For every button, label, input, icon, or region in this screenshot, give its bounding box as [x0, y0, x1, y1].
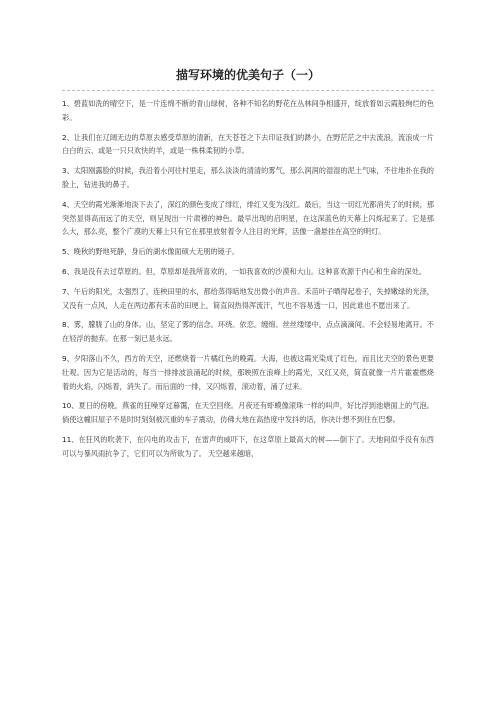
- paragraph-text: 太阳刚露脸的时候，我沿着小河往村里走，那么淡淡的清清的雾气，那么润润的湿湿的泥土气味，不住地扑在我的脸上，钻进我的鼻子。: [62, 166, 434, 189]
- paragraph-number: 6、: [62, 266, 74, 276]
- paragraph-number: 11、: [62, 434, 79, 444]
- paragraph-number: 9、: [62, 353, 74, 363]
- paragraph-number: 2、: [62, 132, 74, 142]
- paragraph-number: 1、: [62, 99, 74, 108]
- paragraph: [62, 433, 434, 461]
- paragraph: [62, 164, 434, 192]
- paragraph: [62, 97, 434, 125]
- paragraph: [62, 352, 434, 393]
- paragraph-number: 3、: [62, 166, 74, 176]
- paragraph-number: 10、: [62, 401, 79, 411]
- paragraph-text: 碧蓝如洗的晴空下，是一片连绵不断的青山绿树，各种不知名的野花在丛林间争相盛开，绽放着如云霞般绚烂的色彩。: [62, 99, 434, 122]
- paragraph-text: 我是没有去过草原的。但，草原却是我所喜欢的，一如我喜欢的沙漠和大山。这种喜欢源于内心和生命的深处。: [73, 266, 426, 276]
- paragraph-text: 夏日的傍晚，燕雀的狂噪穿过暮霭，在天空回绕。月夜还有虾蟆像滚珠一样的叫声，好比浮到池塘面上的气泡。倘使这幢旧屋子不是时时刻刻被沉重的车子震动，仿佛大地在高热度中发抖的话，你决计想不到住在巴黎。: [62, 401, 434, 425]
- paragraph-text: 天空的霞光渐渐地淡下去了，深红的颜色变成了绯红，绯红又变为浅红。最后，当这一切红光都消失了的时候，那突然显得高而远了的天空，则呈现出一片肃穆的神色。最早出现的启明星，在这深蓝色的天幕上闪烁起来了。它是那么大，那么亮，整个广漠的天幕上只有它在那里放射着令人注目的光辉，活像一盏悬挂在高空的明灯。: [62, 199, 434, 237]
- document-body: [62, 97, 434, 467]
- paragraph-number: 7、: [62, 286, 74, 296]
- paragraph: [62, 131, 434, 159]
- paragraph: [62, 318, 434, 346]
- paragraph-text: 午后的阳光，太强烈了，连秧田里的水，都给蒸得暗地发出微小的声音。禾苗叶子晒得起卷子，失掉嫩绿的光泽，又没有一点风，人走在两边都有禾苗的田埂上，简直闷热得浑流汗，气也不容易透一口，因此谁也不愿出来了。: [62, 286, 434, 310]
- paragraph-text: 晚秋的野地死静，身后的湖水像面硕大无朋的镜子。: [73, 247, 240, 257]
- paragraph-text: 在狂风的吹袭下，在闪电的攻击下，在雷声的威吓下，在这草原上最高大的树——倒下了。天地间似乎没有东西可以与暴风雨抗争了，它们可以为所欲为了。 天空越来越暗，: [62, 434, 434, 458]
- paragraph-text: 雾，朦胧了山的身体。山，坚定了雾的信念。环绕。依恋。缠绵。丝丝缕缕中。点点滴滴间。不会轻易地离开。不在轻浮的抛弃。在那一刻已是永远。: [62, 320, 434, 344]
- paragraph-text: 夕阳落山不久，西方的天空，还燃烧着一片橘红色的晚霞。大海，也被这霞光染成了红色，而且比天空的景色更要壮观。因为它是活动的，每当一排排波浪涌起的时候，那映照在浪峰上的霞光，又红又亮，简直就像一片片霍霍燃烧着的火焰，闪烁着，消失了。而后面的一排，又闪烁着，滚动着，涌了过来。: [62, 353, 434, 391]
- paragraph: [62, 198, 434, 239]
- paragraph: [62, 265, 434, 279]
- paragraph-number: 5、: [62, 247, 74, 257]
- paragraph-number: 8、: [62, 320, 74, 330]
- paragraph-number: 4、: [62, 199, 74, 209]
- paragraph: [62, 285, 434, 313]
- title-divider: [62, 90, 434, 91]
- document-title: 描写环境的优美句子（一）: [175, 68, 320, 82]
- paragraph: [62, 399, 434, 427]
- paragraph: [62, 245, 434, 259]
- paragraph-text: 让我们在辽阔无边的草原去感受草原的清新，在天苍苍之下去印证我们的渺小，在野茫茫之中去流浪，流浪成一片白白的云、或是一只只欢快的羊，或是一株株柔韧的小草。: [62, 132, 434, 156]
